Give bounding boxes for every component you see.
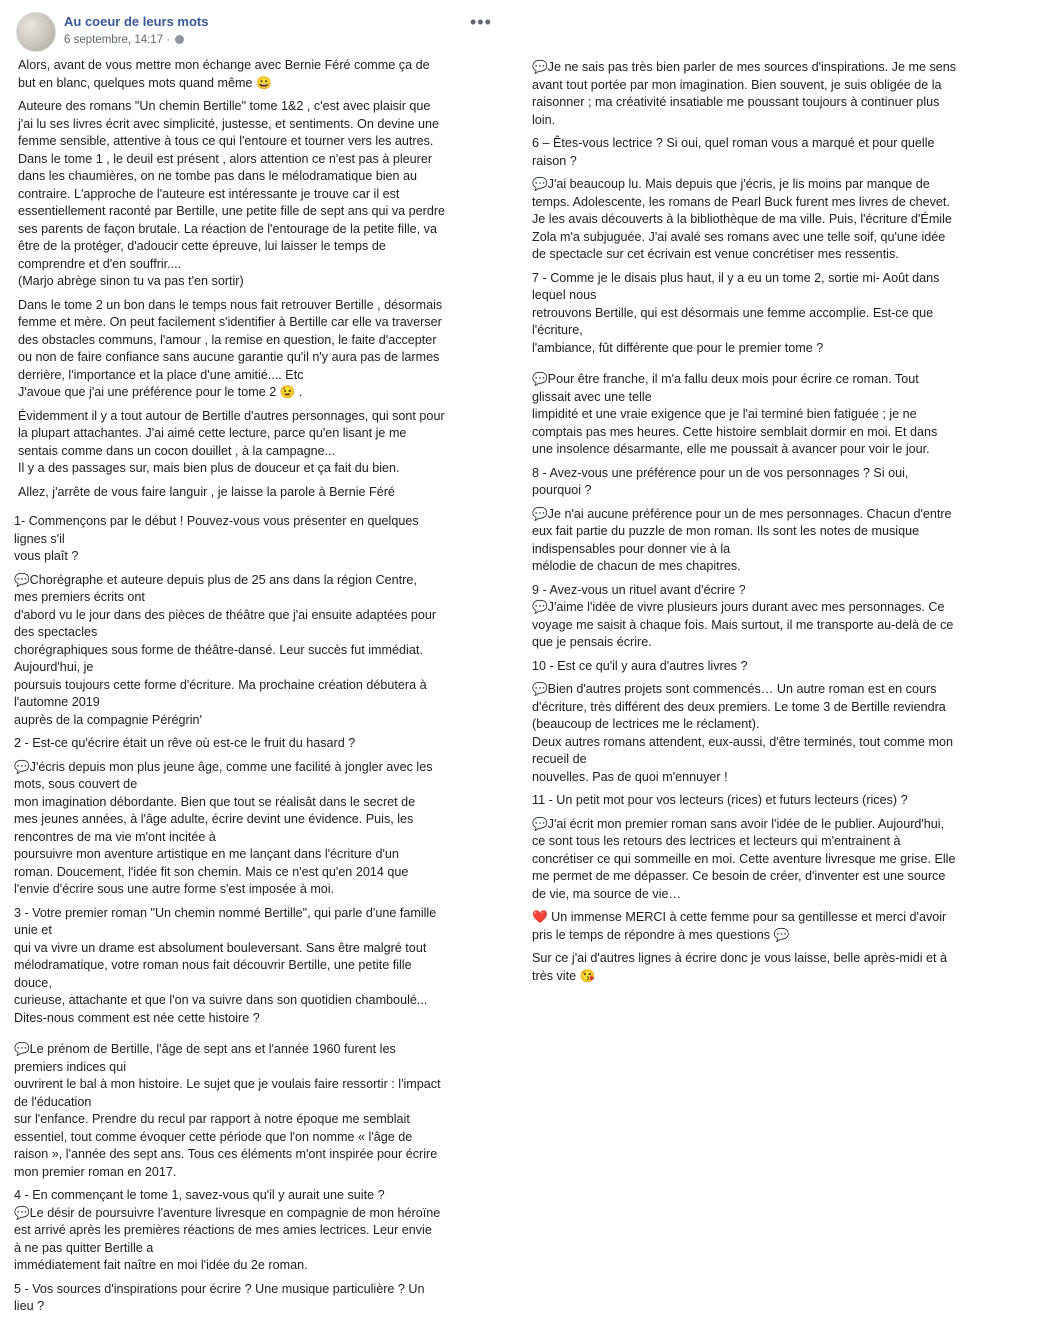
post-intro-text	[18, 57, 470, 507]
question: 2 - Est-ce qu'écrire était un rêve où est-ce le fruit du hasard ?	[14, 736, 356, 750]
question-answer: 4 - En commençant le tome 1, savez-vous qu'il y aurait une suite ? 💬Le désir de poursuivre l'aventure livresque en compagnie de mon héroïne est arrivé après les premières réactions de mes amies lectrices. Leur envie à ne pas quitter Bertille a immédiatement fait naître en moi l'idée du 2e roman.	[14, 1188, 441, 1272]
interview-right-column	[532, 59, 980, 991]
question: 7 - Comme je le disais plus haut, il y a eu un tome 2, sortie mi- Août dans lequel nous retrouvons Bertille, qui est désormais une femme accomplie. Est-ce que l'écriture, l'ambiance, fût différente que pour le premier tome ?	[532, 270, 940, 355]
answer: 💬Pour être franche, il m'a fallu deux mois pour écrire ce roman. Tout glissait avec une telle limpidité et une vraie exigence que je l'ai terminé bien fatiguée ; je ne comptais pas mes heures. Cette histoire semblait dormir en moi. Et dans une insolence désarmante, elle me poussait à avancer pour voir le jour.	[532, 372, 938, 456]
answer: 💬Le prénom de Bertille, l'âge de sept ans et l'année 1960 furent les premiers indices qui ouvrirent le bal à mon histoire. Le sujet que je voulais faire ressortir : l'impact de l'éducation sur l'enfance. Prendre du recul par rapport à notre époque me semblait essentiel, tout comme évoquer cette période que l'on nomme « l'âge de raison », l'année des sept ans. Tous ces éléments m'ont inspirée pour écrire mon premier roman en 2017.	[14, 1042, 441, 1179]
paragraph: Auteure des romans "Un chemin Bertille" tome 1&2 , c'est avec plaisir que j'ai lu ses livres écrit avec simplicité, justesse, et sentiments. On devine une femme sensible, attentive à tous ce qui l'entoure et tourner vers les autres. Dans le tome 1 , le deuil est présent , alors attention ce n'est pas à pleurer dans les chaumières, on ne tombe pas dans le mélodramatique bien au contraire. L'approche de l'auteure est intéressante je trouve car il est essentiellement raconté par Bertille, une petite fille de sept ans qui va perdre ses parents de façon brutale. La réaction de l'entourage de la petite fille, va être de la protéger, d'adoucir cette épreuve, lui laisser le temps de comprendre et d'en souffrir.... (Marjo abrège sinon tu va pas t'en sortir)	[18, 99, 446, 288]
paragraph: Évidemment il y a tout autour de Bertille d'autres personnages, qui sont pour la plupart attachantes. J'ai aimé cette lecture, parce qu'en lisant je me sentais comme dans un cocon douillet , à la campagne... Il y a des passages sur, mais bien plus de douceur et ça fait du bien.	[18, 408, 445, 475]
page-name-link[interactable]: Au coeur de leurs mots	[64, 14, 209, 29]
question-answer: 9 - Avez-vous un rituel avant d'écrire ? 💬J'aime l'idée de vivre plusieurs jours durant avec mes personnages. Ce voyage me saisit à chaque fois. Mais surtout, il me transporte au-delà de ce que je pensais écrire.	[532, 582, 954, 649]
post-header	[16, 10, 492, 54]
interview-left-column	[14, 513, 464, 1322]
answer: 💬Je n'ai aucune préférence pour un de mes personnages. Chacun d'entre eux fait partie du puzzle de mon roman. Ils sont les notes de musique indispensables pour donner vie à la mélodie de chacun de mes chapitres.	[532, 506, 952, 573]
paragraph: Alors, avant de vous mettre mon échange avec Bernie Féré comme ça de but en blanc, quelques mots quand même 😀	[18, 58, 430, 90]
answer: 💬Je ne sais pas très bien parler de mes sources d'inspirations. Je me sens avant tout portée par mon imagination. Bien souvent, je suis obligée de la raisonner ; ma créativité insatiable me poussant toujours à continuer plus loin.	[532, 60, 957, 127]
closing-goodbye: Sur ce j'ai d'autres lignes à écrire donc je vous laisse, belle après-midi et à très vite 😘	[532, 951, 948, 983]
answer: 💬J'ai écrit mon premier roman sans avoir l'idée de le publier. Aujourd'hui, ce sont tous les retours des lectrices et lecteurs qui m'entrainent à concrétiser ce qui sommeille en moi. Cette aventure livresque me grise. Elle me permet de me dépasser. Ce besoin de créer, d'inventer est une source de vie, ma source de vie…	[532, 816, 956, 901]
timestamp-text: 6 septembre, 14:17 ·	[64, 34, 171, 46]
question: 11 - Un petit mot pour vos lecteurs (rices) et futurs lecteurs (rices) ?	[532, 793, 908, 807]
question: 5 - Vos sources d'inspirations pour écrire ? Une musique particulière ? Un lieu ?	[14, 1281, 425, 1313]
paragraph: Allez, j'arrête de vous faire languir , je laisse la parole à Bernie Féré	[18, 484, 395, 499]
answer: 💬J'écris depuis mon plus jeune âge, comme une facilité à jongler avec les mots, sous couvert de mon imagination débordante. Bien que tout se réalisât dans le secret de mes jeunes années, à l'âge adulte, écrire devint une évidence. Puis, les rencontres de ma vie m'ont incitée à poursuivre mon aventure artistique en me lançant dans l'écriture d'un roman. Doucement, l'idée fit son chemin. Mais ce n'est qu'en 2014 que l'envie d'écrire sous une autre forme s'est imposée à moi.	[14, 759, 433, 896]
question: 8 - Avez-vous une préférence pour un de vos personnages ? Si oui, pourquoi ?	[532, 465, 909, 497]
closing-thanks: ❤️ Un immense MERCI à cette femme pour sa gentillesse et merci d'avoir pris le temps de répondre à mes questions 💬	[532, 910, 947, 942]
answer: 💬J'ai beaucoup lu. Mais depuis que j'écris, je lis moins par manque de temps. Adolescente, les romans de Pearl Buck furent mes livres de chevet. Je les avais découverts à la bibliothèque de ma ville. Puis, l'écriture d'Émile Zola m'a subjuguée. J'ai avalé ses romans avec une telle soif, qu'une idée de spectacle sur cet écrivain est venue concrétiser mes ressentis.	[532, 177, 952, 261]
question: 10 - Est ce qu'il y aura d'autres livres ?	[532, 658, 748, 673]
answer: 💬Chorégraphe et auteure depuis plus de 25 ans dans la région Centre, mes premiers écrits ont d'abord vu le jour dans des pièces de théâtre que j'ai ensuite adaptées pour des spectacles chorégraphiques sous forme de théâtre-dansé. Leur succès fut immédiat. Aujourd'hui, je poursuis toujours cette forme d'écriture. Ma prochaine création débutera à l'automne 2019 auprès de la compagnie Pérégrin'	[14, 572, 437, 727]
answer: 💬Bien d'autres projets sont commencés… Un autre roman est en cours d'écriture, très différent des deux premiers. Le tome 3 de Bertille reviendra (beaucoup de lectrices me le réclament). Deux autres romans attendent, eux-aussi, d'être terminés, tout comme mon recueil de nouvelles. Pas de quoi m'ennuyer !	[532, 682, 953, 784]
globe-icon	[175, 35, 184, 44]
page-avatar[interactable]	[16, 12, 56, 52]
more-options-button[interactable]: •••	[470, 12, 492, 32]
post-timestamp[interactable]	[64, 34, 184, 46]
question: 3 - Votre premier roman "Un chemin nommé Bertille", qui parle d'une famille unie et qui va vivre un drame est absolument bouleversant. Sans être malgré tout mélodramatique, votre roman nous fait découvrir Bertille, une petite fille douce, curieuse, attachante et que l'on va suivre dans son quotidien chamboulé... Dites-nous comment est née cette histoire ?	[14, 905, 437, 1025]
paragraph: Dans le tome 2 un bon dans le temps nous fait retrouver Bertille , désormais femme et mère. On peut facilement s'identifier à Bertille car elle va traverser des obstacles communs, l'amour , la remise en question, le faite d'accepter ou non de faire confiance sans aucune garantie qu'il n'y aura pas de larmes derrière, l'importance et la place d'une amitié.... Etc J'avoue que j'ai une préférence pour le tome 2 😉 .	[18, 297, 443, 399]
question: 6 – Êtes-vous lectrice ? Si oui, quel roman vous a marqué et pour quelle raison ?	[532, 136, 935, 168]
question: 1- Commençons par le début ! Pouvez-vous vous présenter en quelques lignes s'il vous plaît ?	[14, 514, 419, 563]
